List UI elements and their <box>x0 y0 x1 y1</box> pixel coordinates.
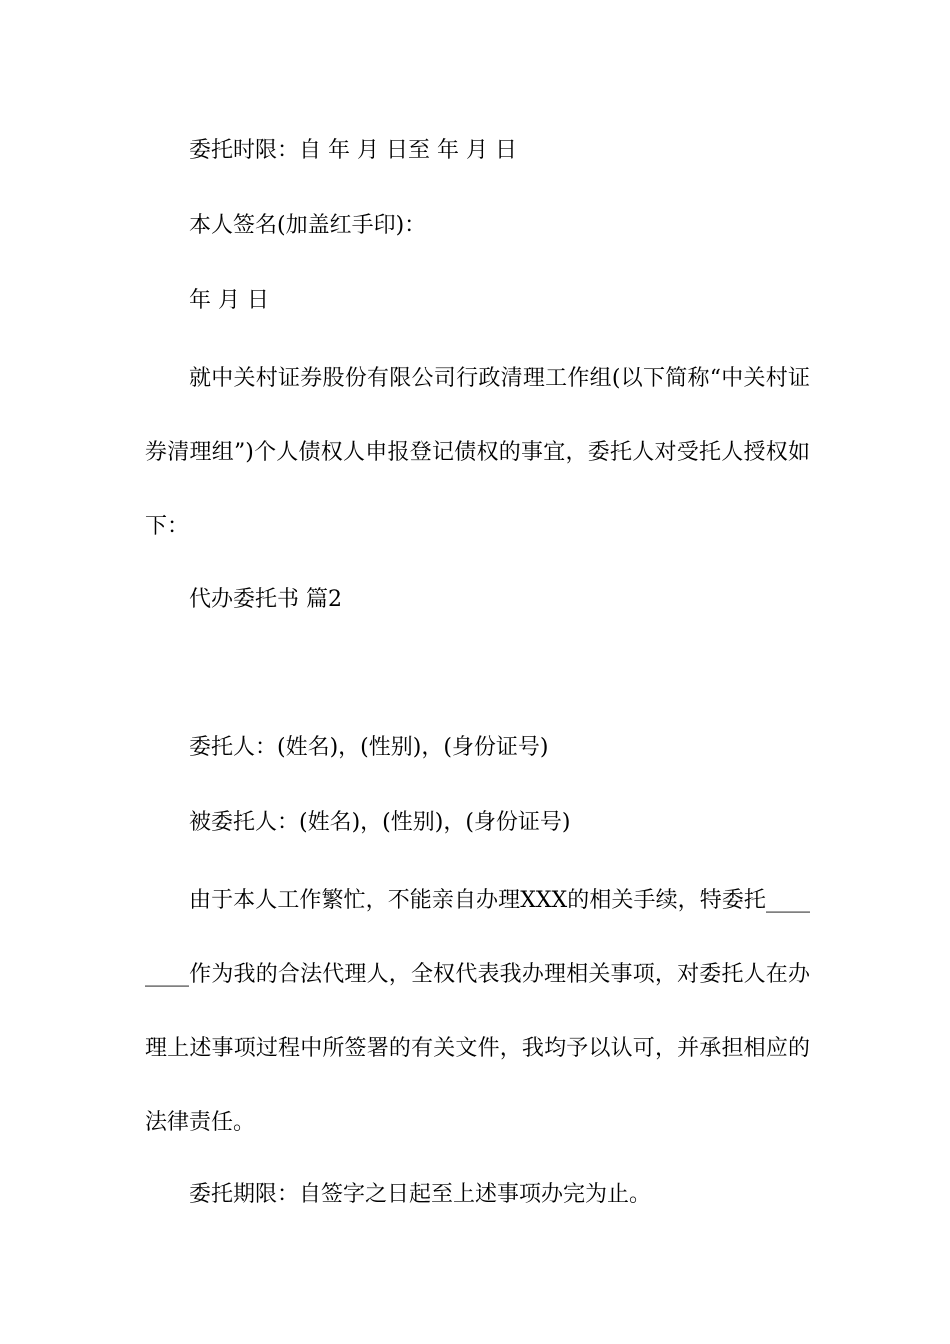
date-line: 年 月 日 <box>189 288 269 313</box>
signature-line: 本人签名(加盖红手印)： <box>189 213 427 238</box>
principal-line: 委托人：(姓名)，(性别)，(身份证号) <box>189 735 549 760</box>
section-heading: 代办委托书 篇2 <box>189 587 342 612</box>
entrust-period-line: 委托时限：自 年 月 日至 年 月 日 <box>189 138 517 163</box>
entrust-term-line: 委托期限：自签字之日起至上述事项办完为止。 <box>189 1182 652 1207</box>
entrust-reason-paragraph: 由于本人工作繁忙，不能亲自办理XXX的相关手续，特委托________作为我的合法代理人，全权代表我办理相关事项，对委托人在办理上述事项过程中所签署的有关文件，我均予以认可，并承担相应的法律责任。 <box>145 888 810 1135</box>
agent-line: 被委托人：(姓名)，(性别)，(身份证号) <box>189 810 571 835</box>
authorization-paragraph: 就中关村证券股份有限公司行政清理工作组(以下简称“中关村证券清理组”)个人债权人申报登记债权的事宜，委托人对受托人授权如下： <box>145 366 810 539</box>
